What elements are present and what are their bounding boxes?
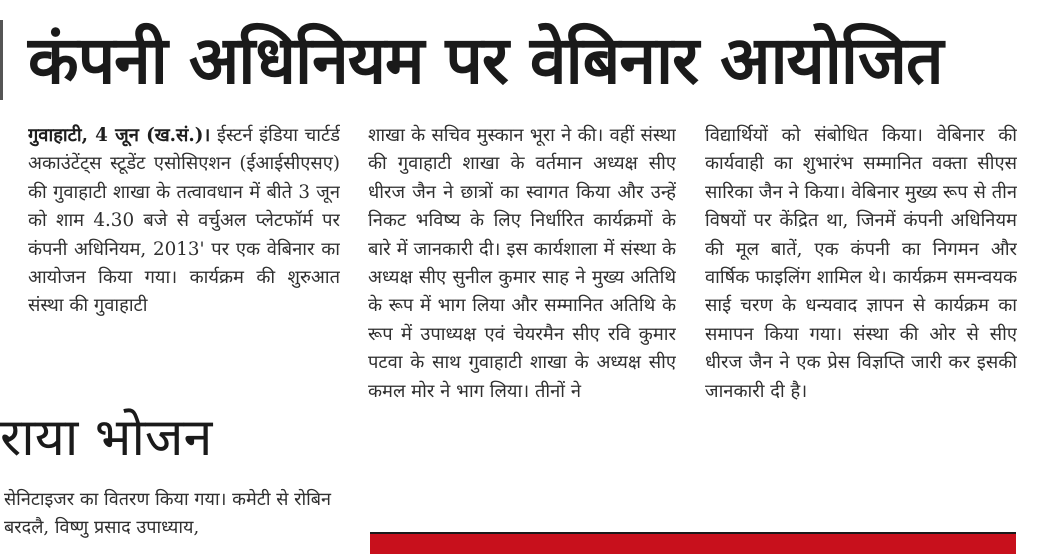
article-column-1: [28, 122, 340, 378]
article-headline: कंपनी अधिनियम पर वेबिनार आयोजित: [28, 22, 943, 99]
article-column-3: [705, 122, 1017, 522]
left-column-rule: [0, 20, 3, 100]
column-2-text: शाखा के सचिव मुस्कान भूरा ने की। वहीं संस्था की गुवाहाटी शाखा के वर्तमान अध्यक्ष सीए धीरज जैन ने छात्रों का स्वागत किया और उन्हें निकट भविष्य के लिए निर्धारित कार्यक्रमों के बारे में जानकारी दी। इस कार्यशाला में संस्था के अध्यक्ष सीए सुनील कुमार साह ने मुख्य अतिथि के रूप में भाग लिया और सम्मानित अतिथि के रूप में उपाध्यक्ष एवं चेयरमैन सीए रवि कुमार पटवा के साथ गुवाहाटी शाखा के अध्यक्ष सीए कमल मोर ने भाग लिया। तीनों ने: [368, 125, 676, 402]
adjacent-article-column: [4, 486, 336, 552]
dateline: गुवाहाटी, 4 जून (ख.सं.)।: [28, 125, 211, 146]
column-1-text: ईस्टर्न इंडिया चार्टर्ड अकाउंटेंट्स स्टूडेंट एसोसिएशन (ईआईसीएसए) की गुवाहाटी शाखा के तत्वावधान में बीते 3 जून को शाम 4.30 बजे से वर्चुअल प्लेटफॉर्म पर कंपनी अधिनियम, 2013' पर एक वेबिनार का आयोजन किया गया। कार्यक्रम की शुरुआत संस्था की गुवाहाटी: [28, 125, 340, 317]
article-column-2: [368, 122, 676, 522]
column-3-text: विद्यार्थियों को संबोधित किया। वेबिनार की कार्यवाही का शुभारंभ सम्मानित वक्ता सीएस सारिका जैन ने किया। वेबिनार मुख्य रूप से तीन विषयों पर केंद्रित था, जिनमें कंपनी अधिनियम की मूल बातें, एक कंपनी का निगमन और वार्षिक फाइलिंग शामिल थे। कार्यक्रम समन्वयक साई चरण के धन्यवाद ज्ञापन से कार्यक्रम का समापन किया गया। संस्था की ओर से सीए धीरज जैन ने एक प्रेस विज्ञप्ति जारी कर इसकी जानकारी दी है।: [705, 125, 1017, 402]
red-ad-banner: [370, 532, 1016, 554]
adjacent-article-headline: राया भोजन: [0, 408, 213, 468]
adjacent-article-text: सेनिटाइजर का वितरण किया गया। कमेटी से रोबिन बरदलै, विष्णु प्रसाद उपाध्याय,: [4, 489, 332, 538]
